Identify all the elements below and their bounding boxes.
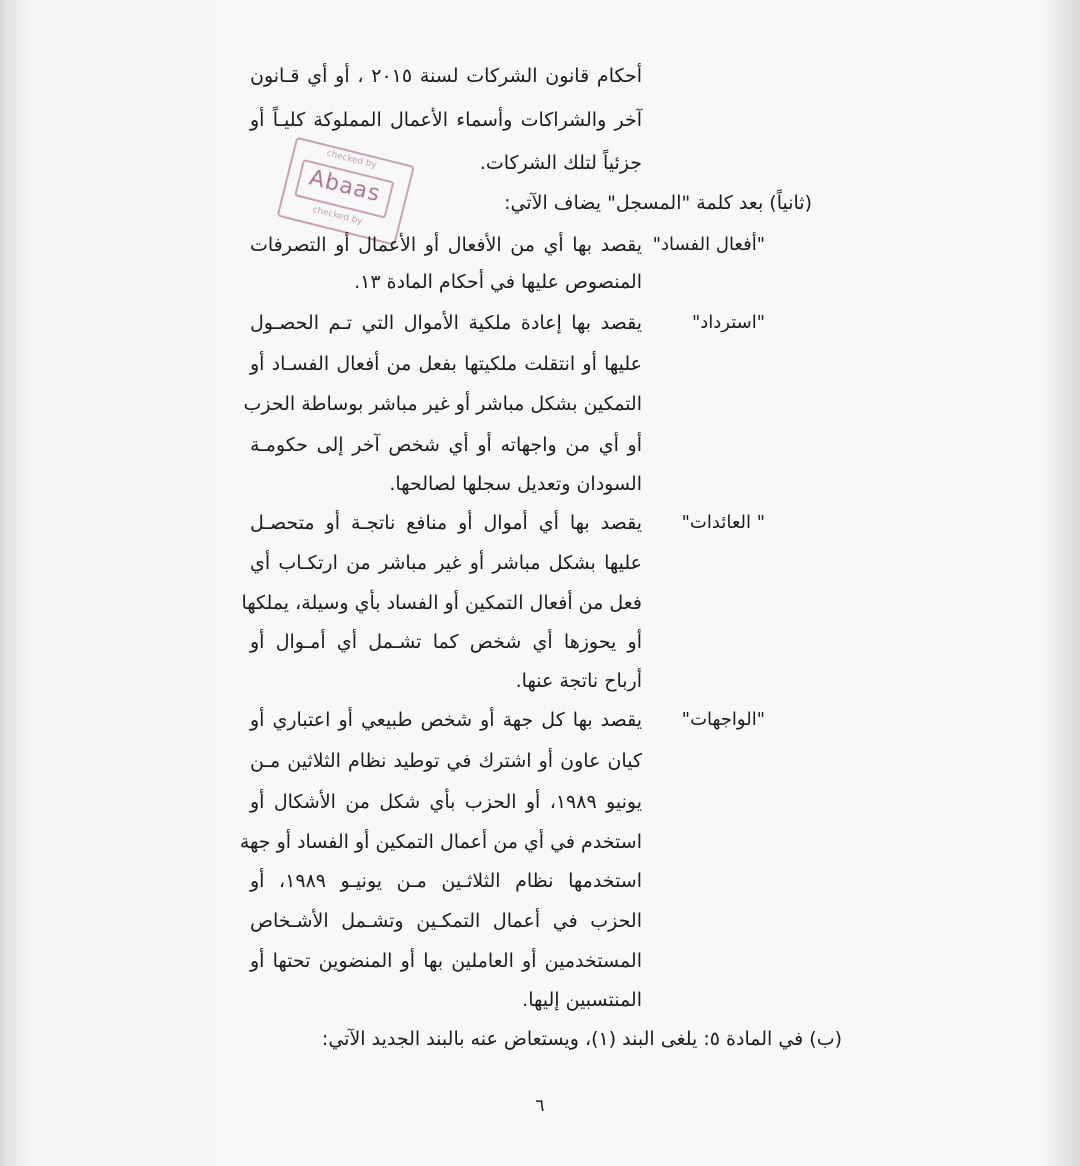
definition-line: يونيو ١٩٨٩، أو الحزب بأي شكل من الأشكال أو (250, 791, 642, 813)
definition-line: المستخدمين أو العاملين بها أو المنضوين تحتها أو (250, 950, 642, 972)
definition-line: كيان عاون أو اشترك في توطيد نظام الثلاثين مـن (250, 750, 642, 772)
amendment-line: (ب) في المادة ٥: يلغى البند (١)، ويستعاض عنه بالبند الجديد الآتي: (321, 1028, 842, 1050)
stamp-name: Abaas (306, 165, 384, 208)
definition-line: استخدمها نظام الثلاثـين مـن يونيـو ١٩٨٩، أو (250, 870, 642, 892)
definition-line: أو أي من واجهاته أو أي شخص آخر إلى حكومـة (250, 434, 642, 456)
definition-term: "استرداد" (691, 312, 765, 333)
intro-line: أحكام قانون الشركات لسنة ٢٠١٥ ، أو أي قـانون (250, 65, 642, 87)
section-heading: (ثانياً) بعد كلمة "المسجل" يضاف الآتي: (504, 192, 812, 214)
definition-line: فعل من أفعال التمكين أو الفساد بأي وسيلة، يملكها (241, 592, 642, 614)
definition-line: يقصد بها أي من الأفعال أو الأعمال أو التصرفات (250, 234, 642, 256)
definition-term: "أفعال الفساد" (652, 234, 765, 255)
stamp-ring-top: checked by (325, 148, 378, 171)
definition-line: المنتسبين إليها. (522, 989, 642, 1011)
definition-line: الحزب في أعمال التمكـين وتشـمل الأشـخاص (250, 910, 642, 932)
definition-line: التمكين بشكل مباشر أو غير مباشر بوساطة الحزب (243, 393, 642, 415)
definition-line: عليها أو انتقلت ملكيتها بفعل من أفعال الفسـاد أو (250, 353, 642, 375)
definition-term: " العائدات" (681, 512, 765, 533)
definition-term: "الواجهات" (681, 709, 765, 730)
intro-line: آخر والشراكات وأسماء الأعمال المملوكة كليـاً أو (250, 109, 642, 131)
definition-line: يقصد بها أي أموال أو منافع ناتجـة أو متحصـل (250, 512, 642, 534)
definition-line: يقصد بها كل جهة أو شخص طبيعي أو اعتباري أو (250, 709, 642, 731)
definition-line: استخدم في أي من أعمال التمكين أو الفساد أو جهة (239, 831, 642, 853)
definition-line: أرباح ناتجة عنها. (515, 670, 642, 692)
stamp-ring-bottom: checked by (311, 204, 364, 227)
definition-line: يقصد بها إعادة ملكية الأموال التي تـم الحصـول (250, 312, 642, 334)
definition-line: السودان وتعديل سجلها لصالحها. (389, 473, 642, 495)
definition-line: أو يحوزها أي شخص كما تشـمل أي أمـوال أو (250, 631, 642, 653)
page-number: ٦ (535, 1096, 545, 1116)
definition-line: عليها بشكل مباشر أو غير مباشر من ارتكـاب أي (250, 552, 642, 574)
intro-line: جزئياً لتلك الشركات. (479, 152, 642, 174)
definition-line: المنصوص عليها في أحكام المادة ١٣. (354, 271, 642, 293)
